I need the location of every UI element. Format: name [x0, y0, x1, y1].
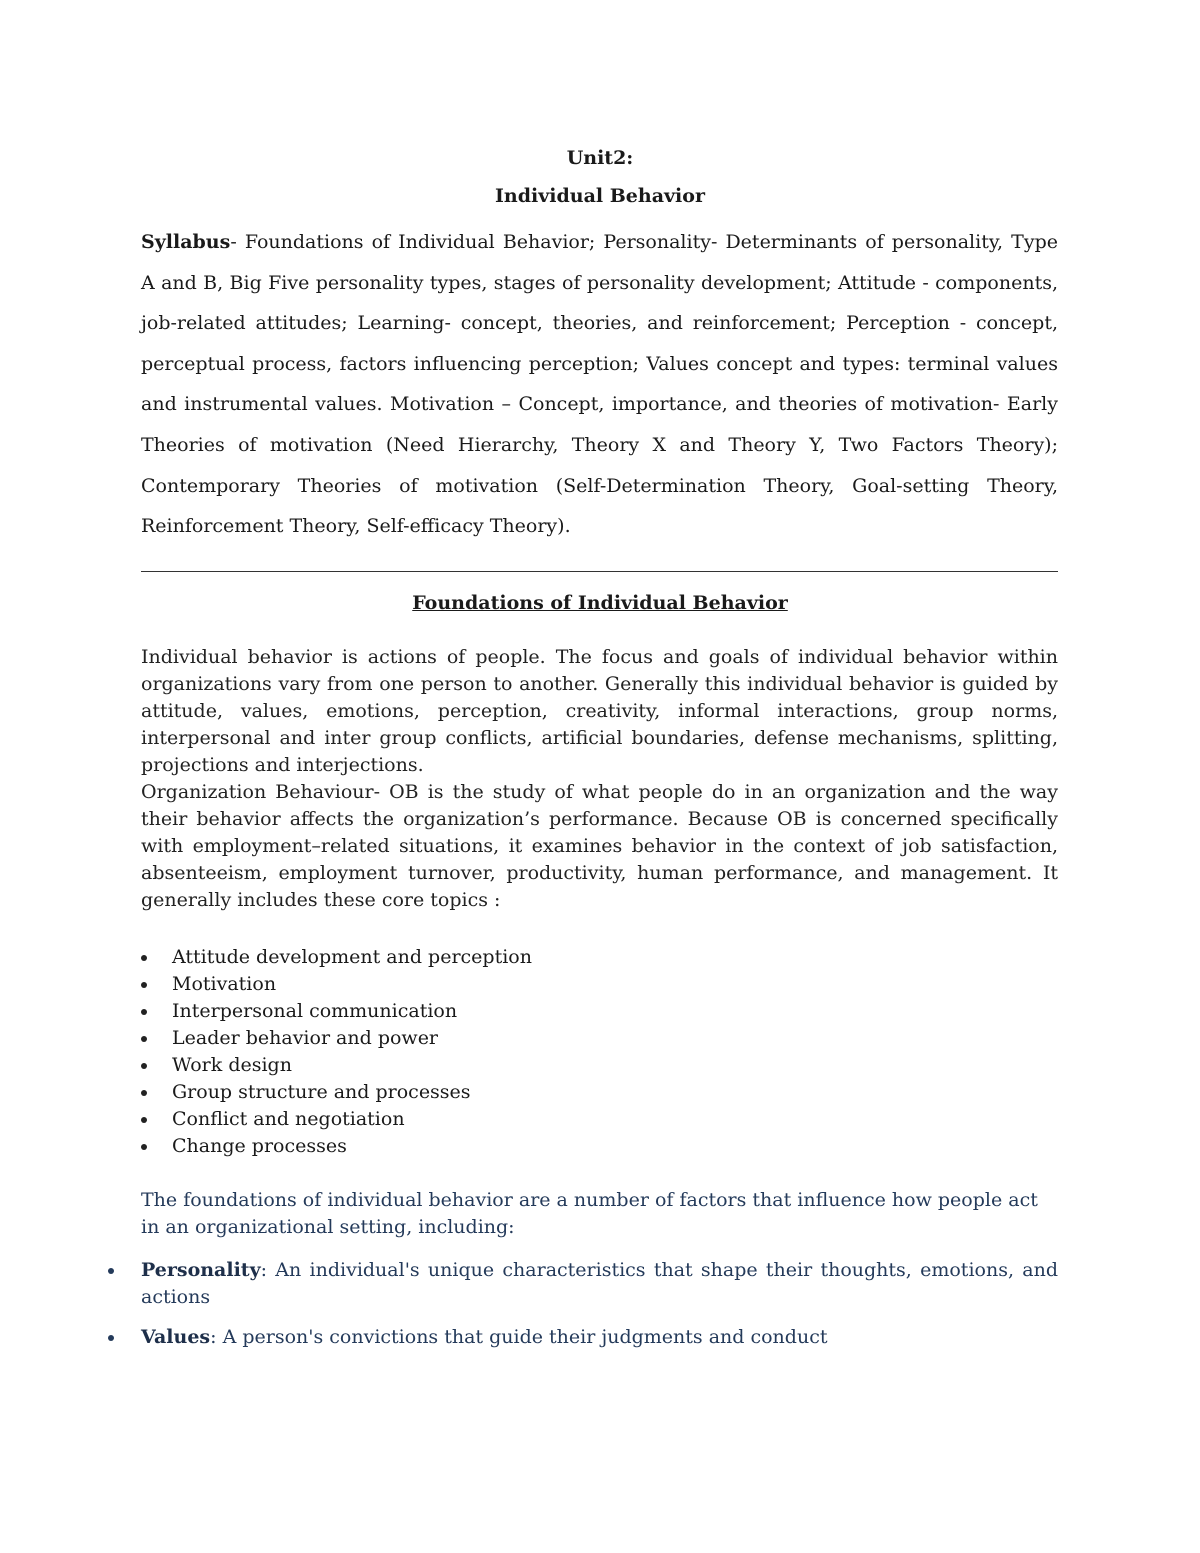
syllabus-paragraph	[141, 222, 1058, 547]
list-item: Leader behavior and power	[141, 1025, 1058, 1052]
factor-definition: : A person's convictions that guide their judgments and conduct	[210, 1326, 828, 1348]
foundations-intro: The foundations of individual behavior are a number of factors that influence how people act in an organizational setting, including:	[141, 1189, 1038, 1238]
list-item: Work design	[141, 1052, 1058, 1079]
list-item: Interpersonal communication	[141, 998, 1058, 1025]
core-topics-list	[141, 944, 1058, 1160]
list-item: Group structure and processes	[141, 1079, 1058, 1106]
factor-term: Values	[141, 1326, 211, 1348]
section-body	[141, 644, 1058, 914]
list-item: Conflict and negotiation	[141, 1106, 1058, 1133]
factor-list-personality	[108, 1257, 1058, 1311]
factor-list-values	[108, 1324, 1058, 1351]
list-item: Change processes	[141, 1133, 1058, 1160]
horizontal-divider	[141, 571, 1058, 572]
paragraph-individual-behavior: Individual behavior is actions of people. The focus and goals of individual behavior within organizations vary from one person to another. Generally this individual behavior is guided by attitude, values, emotions, perception, creativity, informal interactions, group norms, interpersonal and inter group conflicts, artificial boundaries, defense mechanisms, splitting, projections and interjections.	[141, 646, 1058, 776]
factor-term: Personality	[141, 1259, 261, 1281]
factor-item-values	[108, 1324, 1058, 1351]
paragraph-organization-behaviour: Organization Behaviour- OB is the study of what people do in an organization and the way their behavior affects the organization’s performance. Because OB is concerned specifically with employment–related situations, it examines behavior in the context of job satisfaction, absenteeism, employment turnover, productivity, human performance, and management. It generally includes these core topics :	[141, 781, 1058, 911]
unit-label: Unit2:	[566, 147, 634, 169]
syllabus-label: Syllabus	[141, 231, 231, 253]
syllabus-text: - Foundations of Individual Behavior; Personality- Determinants of personality, Type A and B, Big Five personality types, stages of personality development; Attitude - components, job-related attitudes; Learning- concept, theories, and reinforcement; Perception - concept, perceptual process, factors influencing perception; Values concept and types: terminal values and instrumental values. Motivation – Concept, importance, and theories of motivation- Early Theories of motivation (Need Hierarchy, Theory X and Theory Y, Two Factors Theory); Contemporary Theories of motivation (Self-Determination Theory, Goal-setting Theory, Reinforcement Theory, Self-efficacy Theory).	[141, 231, 1058, 538]
list-item: Attitude development and perception	[141, 944, 1058, 971]
section-heading: Foundations of Individual Behavior	[412, 592, 788, 614]
list-item: Motivation	[141, 971, 1058, 998]
document-title: Individual Behavior	[495, 185, 705, 207]
factor-definition: : An individual's unique characteristics that shape their thoughts, emotions, and actions	[141, 1259, 1058, 1308]
factor-item-personality	[108, 1257, 1058, 1311]
